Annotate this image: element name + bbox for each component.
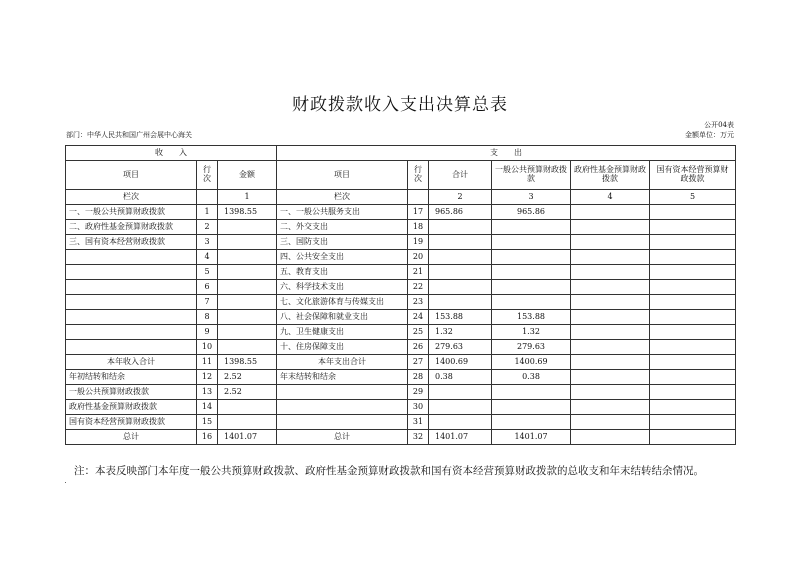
income-rowno-cell: 6 [197, 280, 218, 295]
income-amount-cell [218, 250, 277, 265]
table-row [66, 415, 736, 430]
general-budget-cell [492, 280, 571, 295]
expense-item-cell: 总计 [277, 430, 408, 445]
table-row [66, 265, 736, 280]
gov-fund-header: 政府性基金预算财政拨款 [571, 161, 650, 190]
income-item-cell: 三、国有资本经营财政拨款 [66, 235, 197, 250]
expense-rowno-cell: 32 [408, 430, 429, 445]
table-row [66, 310, 736, 325]
gov-fund-cell [571, 220, 650, 235]
income-rowno-cell: 5 [197, 265, 218, 280]
expense-rowno-cell: 30 [408, 400, 429, 415]
total-cell: 1400.69 [429, 355, 492, 370]
state-capital-cell [650, 295, 736, 310]
total-cell [429, 385, 492, 400]
state-capital-cell [650, 385, 736, 400]
general-budget-cell [492, 265, 571, 280]
general-budget-cell [492, 220, 571, 235]
total-cell: 153.88 [429, 310, 492, 325]
department-label: 部门：中华人民共和国广州会展中心海关 [66, 131, 192, 139]
gov-fund-cell [571, 205, 650, 220]
table-row [66, 325, 736, 340]
income-item-cell: 本年收入合计 [66, 355, 197, 370]
income-amount-cell [218, 265, 277, 280]
expense-rowno-cell: 26 [408, 340, 429, 355]
gov-fund-cell [571, 385, 650, 400]
col-index-label: 栏次 [66, 190, 197, 205]
expense-rowno-cell: 18 [408, 220, 429, 235]
col-index-3: 3 [492, 190, 571, 205]
expense-rowno-cell: 19 [408, 235, 429, 250]
expense-item-cell: 九、卫生健康支出 [277, 325, 408, 340]
table-body [66, 205, 736, 445]
income-rowno-cell: 9 [197, 325, 218, 340]
col-index-blank [197, 190, 218, 205]
income-amount-cell: 1401.07 [218, 430, 277, 445]
table-row [66, 385, 736, 400]
state-capital-cell [650, 250, 736, 265]
expense-rowno-cell: 23 [408, 295, 429, 310]
income-item-cell: 总计 [66, 430, 197, 445]
state-capital-cell [650, 265, 736, 280]
expense-rowno-cell: 31 [408, 415, 429, 430]
col-index-2: 2 [429, 190, 492, 205]
general-budget-cell [492, 415, 571, 430]
table-row [66, 235, 736, 250]
state-capital-cell [650, 280, 736, 295]
income-rowno-cell: 11 [197, 355, 218, 370]
income-amount-cell [218, 340, 277, 355]
income-item-cell [66, 340, 197, 355]
expense-item-cell: 七、文化旅游体育与传媒支出 [277, 295, 408, 310]
expense-rowno-cell: 20 [408, 250, 429, 265]
income-amount-cell [218, 325, 277, 340]
income-item-cell [66, 265, 197, 280]
stray-mark [65, 482, 66, 483]
total-cell: 1.32 [429, 325, 492, 340]
total-cell [429, 280, 492, 295]
income-item-cell [66, 310, 197, 325]
expense-item-cell: 年末结转和结余 [277, 370, 408, 385]
expense-item-cell [277, 385, 408, 400]
income-rowno-cell: 8 [197, 310, 218, 325]
form-number: 公开04表 [704, 121, 734, 129]
total-cell [429, 265, 492, 280]
income-item-cell: 二、政府性基金预算财政拨款 [66, 220, 197, 235]
expense-item-cell: 一、一般公共服务支出 [277, 205, 408, 220]
expense-rowno-cell: 29 [408, 385, 429, 400]
state-capital-cell [650, 340, 736, 355]
gov-fund-cell [571, 295, 650, 310]
col-index-5: 5 [650, 190, 736, 205]
expense-item-cell: 八、社会保障和就业支出 [277, 310, 408, 325]
income-section-header: 收 入 [66, 146, 277, 161]
total-header: 合计 [429, 161, 492, 190]
income-item-cell: 年初结转和结余 [66, 370, 197, 385]
general-budget-cell: 965.86 [492, 205, 571, 220]
total-cell [429, 250, 492, 265]
gov-fund-cell [571, 325, 650, 340]
income-rowno-cell: 4 [197, 250, 218, 265]
total-cell [429, 235, 492, 250]
col-index-4: 4 [571, 190, 650, 205]
state-capital-cell [650, 400, 736, 415]
income-amount-cell [218, 400, 277, 415]
gov-fund-cell [571, 280, 650, 295]
expense-rowno-cell: 28 [408, 370, 429, 385]
expense-item-cell: 六、科学技术支出 [277, 280, 408, 295]
general-budget-cell [492, 235, 571, 250]
income-amount-cell: 1398.55 [218, 205, 277, 220]
table-row [66, 430, 736, 445]
total-cell: 965.86 [429, 205, 492, 220]
income-item-cell [66, 280, 197, 295]
income-rowno-header: 行次 [197, 161, 218, 190]
summary-table [65, 145, 736, 445]
income-item-cell [66, 250, 197, 265]
income-amount-cell: 2.52 [218, 385, 277, 400]
general-budget-cell [492, 385, 571, 400]
general-budget-cell: 279.63 [492, 340, 571, 355]
expense-item-cell: 五、教育支出 [277, 265, 408, 280]
general-budget-cell [492, 400, 571, 415]
state-capital-cell [650, 325, 736, 340]
unit-label: 金额单位：万元 [685, 131, 734, 139]
income-rowno-cell: 7 [197, 295, 218, 310]
gov-fund-cell [571, 415, 650, 430]
general-budget-cell: 1.32 [492, 325, 571, 340]
expense-section-header: 支 出 [277, 146, 736, 161]
income-item-cell: 一般公共预算财政拨款 [66, 385, 197, 400]
col-index-label: 栏次 [277, 190, 408, 205]
total-cell [429, 220, 492, 235]
gov-fund-cell [571, 235, 650, 250]
table-row [66, 295, 736, 310]
income-amount-cell: 2.52 [218, 370, 277, 385]
income-item-cell: 国有资本经营预算财政拨款 [66, 415, 197, 430]
income-amount-cell [218, 220, 277, 235]
footnote: 注：本表反映部门本年度一般公共预算财政拨款、政府性基金预算财政拨款和国有资本经营预算财政拨款的总收支和年末结转结余情况。 [74, 465, 704, 477]
state-capital-header: 国有资本经营预算财政拨款 [650, 161, 736, 190]
expense-item-cell: 十、住房保障支出 [277, 340, 408, 355]
expense-rowno-cell: 21 [408, 265, 429, 280]
expense-rowno-cell: 27 [408, 355, 429, 370]
expense-rowno-cell: 22 [408, 280, 429, 295]
expense-item-header: 项目 [277, 161, 408, 190]
expense-rowno-header: 行次 [408, 161, 429, 190]
gov-fund-cell [571, 265, 650, 280]
income-amount-cell [218, 295, 277, 310]
state-capital-cell [650, 430, 736, 445]
total-cell: 0.38 [429, 370, 492, 385]
state-capital-cell [650, 355, 736, 370]
income-amount-cell [218, 415, 277, 430]
income-rowno-cell: 3 [197, 235, 218, 250]
gov-fund-cell [571, 250, 650, 265]
income-amount-header: 金额 [218, 161, 277, 190]
income-item-cell: 一、一般公共预算财政拨款 [66, 205, 197, 220]
income-rowno-cell: 16 [197, 430, 218, 445]
income-amount-cell [218, 310, 277, 325]
total-cell: 279.63 [429, 340, 492, 355]
state-capital-cell [650, 205, 736, 220]
total-cell [429, 295, 492, 310]
income-amount-cell: 1398.55 [218, 355, 277, 370]
table-row [66, 340, 736, 355]
state-capital-cell [650, 220, 736, 235]
gov-fund-cell [571, 340, 650, 355]
gov-fund-cell [571, 310, 650, 325]
table-row [66, 370, 736, 385]
income-amount-cell [218, 280, 277, 295]
income-rowno-cell: 14 [197, 400, 218, 415]
col-index-1: 1 [218, 190, 277, 205]
income-rowno-cell: 12 [197, 370, 218, 385]
general-budget-header: 一般公共预算财政拨款 [492, 161, 571, 190]
expense-rowno-cell: 24 [408, 310, 429, 325]
income-rowno-cell: 15 [197, 415, 218, 430]
expense-item-cell [277, 400, 408, 415]
total-cell: 1401.07 [429, 430, 492, 445]
expense-item-cell [277, 415, 408, 430]
expense-item-cell: 本年支出合计 [277, 355, 408, 370]
table-row [66, 220, 736, 235]
gov-fund-cell [571, 370, 650, 385]
expense-item-cell: 四、公共安全支出 [277, 250, 408, 265]
expense-rowno-cell: 17 [408, 205, 429, 220]
income-item-header: 项目 [66, 161, 197, 190]
table-row [66, 205, 736, 220]
general-budget-cell: 0.38 [492, 370, 571, 385]
state-capital-cell [650, 310, 736, 325]
table-row [66, 280, 736, 295]
expense-item-cell: 二、外交支出 [277, 220, 408, 235]
state-capital-cell [650, 415, 736, 430]
state-capital-cell [650, 235, 736, 250]
income-item-cell: 政府性基金预算财政拨款 [66, 400, 197, 415]
income-rowno-cell: 2 [197, 220, 218, 235]
general-budget-cell: 153.88 [492, 310, 571, 325]
table-row [66, 355, 736, 370]
table-row [66, 250, 736, 265]
page-title: 财政拨款收入支出决算总表 [292, 95, 508, 115]
general-budget-cell: 1400.69 [492, 355, 571, 370]
income-rowno-cell: 13 [197, 385, 218, 400]
income-item-cell [66, 325, 197, 340]
general-budget-cell [492, 250, 571, 265]
income-amount-cell [218, 235, 277, 250]
income-rowno-cell: 10 [197, 340, 218, 355]
total-cell [429, 415, 492, 430]
gov-fund-cell [571, 355, 650, 370]
col-index-blank [408, 190, 429, 205]
gov-fund-cell [571, 430, 650, 445]
income-rowno-cell: 1 [197, 205, 218, 220]
general-budget-cell: 1401.07 [492, 430, 571, 445]
income-item-cell [66, 295, 197, 310]
expense-rowno-cell: 25 [408, 325, 429, 340]
general-budget-cell [492, 295, 571, 310]
gov-fund-cell [571, 400, 650, 415]
expense-item-cell: 三、国防支出 [277, 235, 408, 250]
table-row [66, 400, 736, 415]
total-cell [429, 400, 492, 415]
state-capital-cell [650, 370, 736, 385]
